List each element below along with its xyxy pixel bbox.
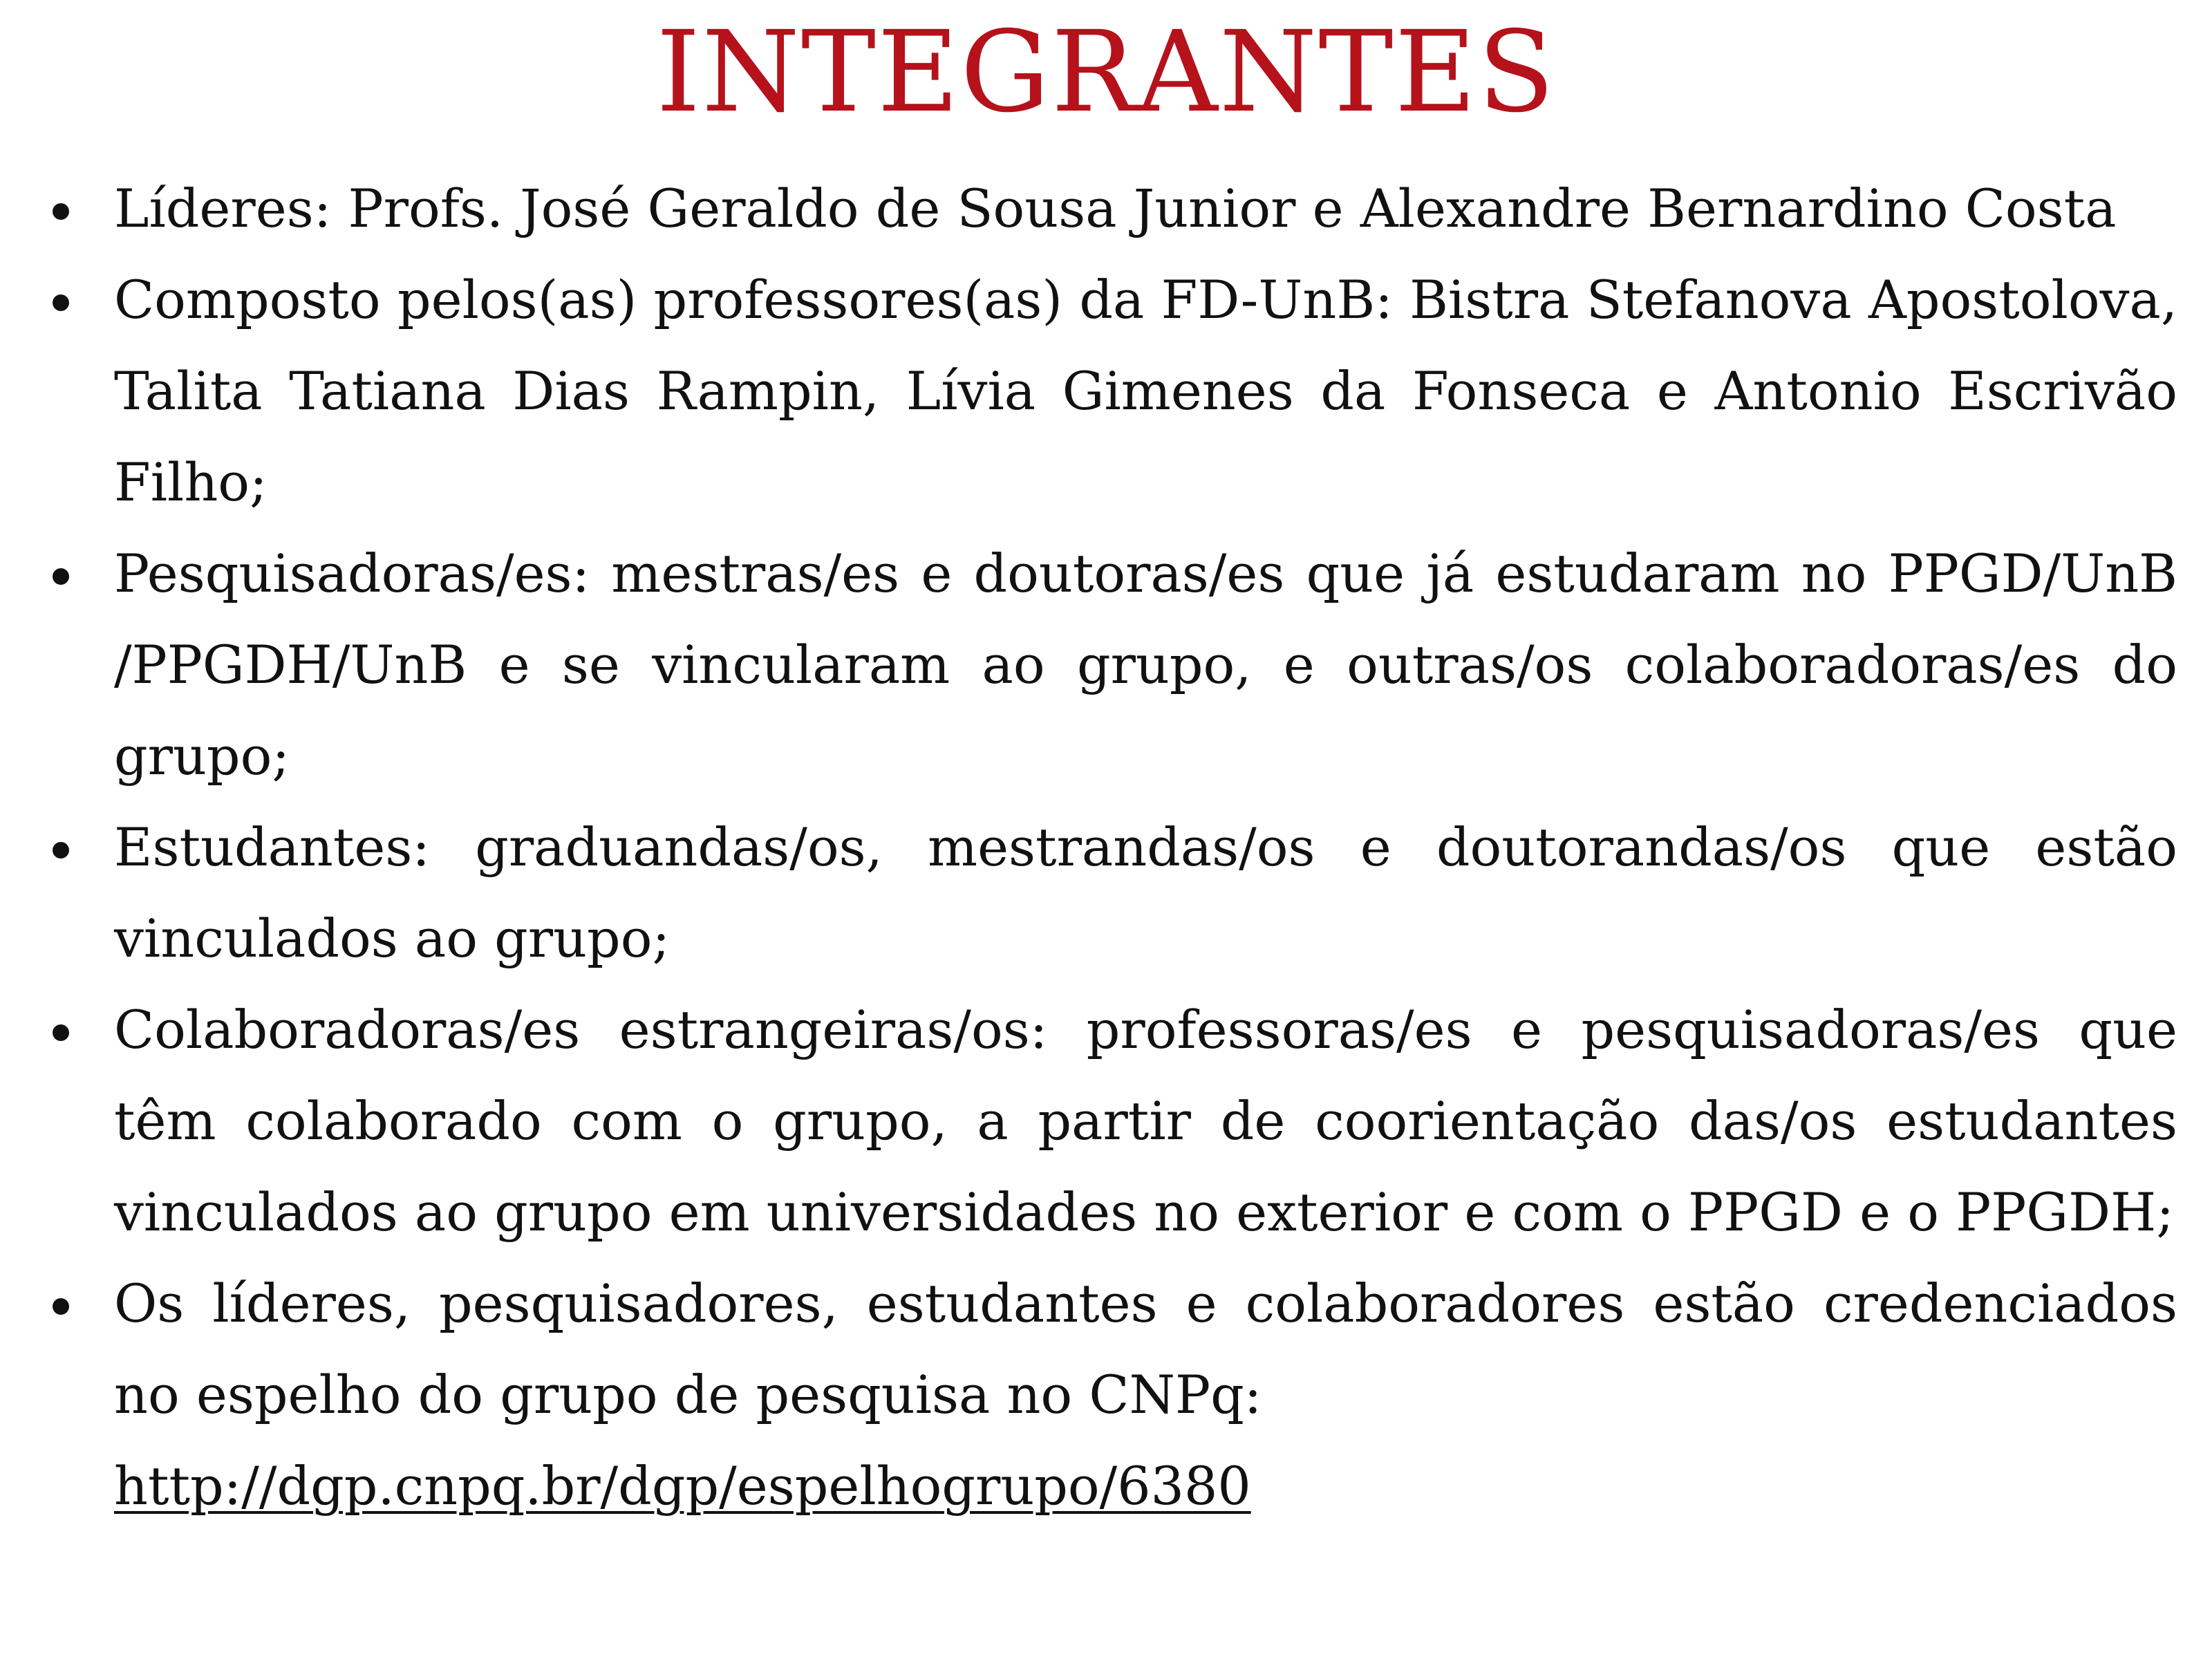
bullet-icon	[53, 1024, 69, 1041]
bullet-icon	[53, 203, 69, 220]
bullet-icon	[53, 1298, 69, 1315]
list-item-text: Estudantes: graduandas/os, mestrandas/os e doutorandas/os que estão vinculados ao grupo;	[114, 816, 2177, 969]
list-item	[114, 528, 2177, 802]
bullet-icon	[53, 568, 69, 585]
list-item-text: Líderes: Profs. José Geraldo de Sousa Junior e Alexandre Bernardino Costa	[114, 178, 2117, 239]
link-line	[114, 1441, 2177, 1532]
list-item-text: Composto pelos(as) professores(as) da FD-UnB: Bistra Stefanova Apostolova, Talita Tatiana Dias Rampin, Lívia Gimenes da Fonseca e Antonio Escrivão Filho;	[114, 269, 2177, 513]
list-item-text: Pesquisadoras/es: mestras/es e doutoras/es que já estudaram no PPGD/UnB /PPGDH/UnB e se vincularam ao grupo, e outras/os colaboradoras/es do grupo;	[114, 543, 2177, 787]
list-item	[114, 802, 2177, 984]
list-item	[114, 984, 2177, 1258]
list-item-text: Os líderes, pesquisadores, estudantes e colaboradores estão credenciados no espelho do grupo de pesquisa no CNPq:	[114, 1273, 2177, 1425]
bullet-icon	[53, 842, 69, 859]
list-item	[114, 163, 2177, 254]
cnpq-link[interactable]: http://dgp.cnpq.br/dgp/espelhogrupo/6380	[114, 1455, 1251, 1517]
list-item	[114, 1258, 2177, 1532]
list-item-text: Colaboradoras/es estrangeiras/os: professoras/es e pesquisadoras/es que têm colaborado com o grupo, a partir de coorientação das/os estudantes vinculados ao grupo em universidades no exterior e com o PPGD e o PPGDH;	[114, 999, 2177, 1243]
page-title: INTEGRANTES	[656, 8, 1556, 138]
list-item	[114, 254, 2177, 528]
bullet-icon	[53, 294, 69, 311]
bullet-list	[114, 163, 2177, 1532]
